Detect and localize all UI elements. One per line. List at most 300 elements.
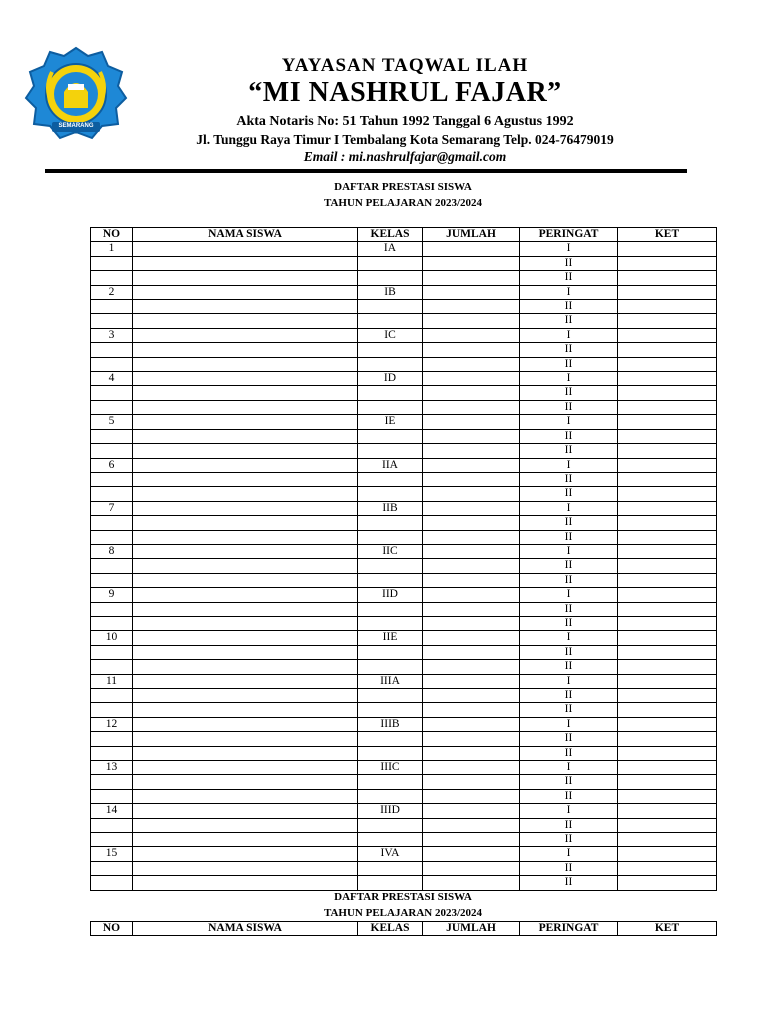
table-row [91,775,717,789]
cell-student-name [133,415,358,429]
cell-student-name [133,789,358,803]
cell-rank: II [520,429,618,443]
cell-total [423,343,520,357]
cell-note [618,717,717,731]
cell-student-name [133,703,358,717]
cell-rank: I [520,717,618,731]
cell-total [423,256,520,270]
cell-class: IB [358,285,423,299]
cell-student-name [133,444,358,458]
table-row [91,544,717,558]
foundation-name: YAYASAN TAQWAL ILAH [281,55,529,76]
cell-note [618,631,717,645]
cell-student-name [133,876,358,890]
cell-note [618,789,717,803]
table-row [91,559,717,573]
cell-class: IIB [358,501,423,515]
table-row [91,487,717,501]
cell-no [91,645,133,659]
cell-note [618,357,717,371]
cell-note [618,472,717,486]
cell-no [91,703,133,717]
cell-note [618,847,717,861]
cell-note [618,876,717,890]
cell-class [358,429,423,443]
cell-rank: II [520,746,618,760]
cell-class: IA [358,242,423,256]
cell-student-name [133,645,358,659]
table-row [91,314,717,328]
section-title: DAFTAR PRESTASI SISWA [334,181,472,193]
cell-total [423,861,520,875]
cell-student-name [133,861,358,875]
cell-total [423,559,520,573]
cell-student-name [133,285,358,299]
cell-class [358,444,423,458]
cell-note [618,602,717,616]
cell-note [618,444,717,458]
cell-no [91,789,133,803]
cell-no: 8 [91,544,133,558]
cell-no [91,861,133,875]
cell-rank: II [520,818,618,832]
cell-total [423,314,520,328]
cell-no [91,400,133,414]
cell-class [358,689,423,703]
cell-class [358,256,423,270]
cell-no [91,487,133,501]
cell-student-name [133,588,358,602]
cell-note [618,343,717,357]
cell-total [423,242,520,256]
cell-note [618,242,717,256]
cell-student-name [133,674,358,688]
col-header-total: JUMLAH [423,228,520,242]
cell-total [423,804,520,818]
cell-no [91,343,133,357]
table-row [91,458,717,472]
cell-class [358,530,423,544]
cell-note [618,746,717,760]
cell-total [423,602,520,616]
cell-rank: I [520,242,618,256]
cell-total [423,530,520,544]
table-row [91,861,717,875]
cell-student-name [133,660,358,674]
cell-student-name [133,343,358,357]
cell-rank: II [520,314,618,328]
cell-student-name [133,242,358,256]
cell-total [423,516,520,530]
cell-class: IIC [358,544,423,558]
cell-note [618,761,717,775]
cell-class [358,516,423,530]
cell-class [358,876,423,890]
cell-no: 14 [91,804,133,818]
table-row [91,343,717,357]
cell-note [618,487,717,501]
cell-rank: II [520,271,618,285]
col-header-total: JUMLAH [423,922,520,936]
cell-class [358,732,423,746]
cell-student-name [133,818,358,832]
cell-no [91,876,133,890]
table-row [91,516,717,530]
cell-no [91,516,133,530]
cell-note [618,674,717,688]
cell-note [618,660,717,674]
cell-note [618,818,717,832]
cell-rank: II [520,645,618,659]
cell-class: IIA [358,458,423,472]
cell-total [423,689,520,703]
section-subtitle: TAHUN PELAJARAN 2023/2024 [323,197,483,209]
cell-no [91,271,133,285]
cell-rank: II [520,256,618,270]
achievement-table-continued [90,921,717,936]
cell-class: IVA [358,847,423,861]
cell-rank: I [520,761,618,775]
cell-rank: I [520,544,618,558]
table-row [91,746,717,760]
cell-rank: II [520,472,618,486]
cell-note [618,775,717,789]
cell-rank: II [520,789,618,803]
cell-student-name [133,847,358,861]
cell-rank: II [520,775,618,789]
cell-student-name [133,631,358,645]
cell-student-name [133,616,358,630]
table-row [91,833,717,847]
cell-class [358,602,423,616]
cell-class [358,472,423,486]
cell-rank: II [520,516,618,530]
cell-class: IE [358,415,423,429]
cell-total [423,703,520,717]
cell-rank: I [520,631,618,645]
cell-rank: II [520,400,618,414]
col-header-name: NAMA SISWA [133,922,358,936]
cell-total [423,833,520,847]
cell-rank: II [520,444,618,458]
cell-no: 7 [91,501,133,515]
cell-student-name [133,458,358,472]
cell-no [91,256,133,270]
cell-no: 11 [91,674,133,688]
table-row [91,789,717,803]
cell-no [91,444,133,458]
cell-rank: II [520,559,618,573]
table-row [91,357,717,371]
cell-total [423,645,520,659]
cell-class [358,833,423,847]
cell-note [618,271,717,285]
cell-student-name [133,300,358,314]
cell-class [358,343,423,357]
cell-class [358,271,423,285]
cell-class: IC [358,328,423,342]
table-row [91,415,717,429]
table-row [91,444,717,458]
cell-no [91,775,133,789]
cell-total [423,372,520,386]
cell-total [423,660,520,674]
cell-rank: I [520,847,618,861]
cell-no [91,530,133,544]
table-row [91,300,717,314]
table-row [91,530,717,544]
cell-class [358,660,423,674]
cell-student-name [133,602,358,616]
cell-note [618,429,717,443]
cell-note [618,573,717,587]
cell-note [618,415,717,429]
cell-class [358,861,423,875]
cell-total [423,588,520,602]
cell-student-name [133,717,358,731]
cell-note [618,400,717,414]
col-header-rank: PERINGAT [520,922,618,936]
cell-total [423,775,520,789]
cell-class [358,573,423,587]
cell-student-name [133,400,358,414]
col-header-note: KET [618,228,717,242]
cell-no [91,602,133,616]
cell-student-name [133,472,358,486]
school-address: Jl. Tunggu Raya Timur I Tembalang Kota Semarang Telp. 024-76479019 [196,132,614,147]
table-row [91,588,717,602]
table-row [91,689,717,703]
table-row [91,660,717,674]
cell-rank: II [520,703,618,717]
cell-note [618,328,717,342]
cell-student-name [133,271,358,285]
cell-class [358,314,423,328]
col-header-no: NO [91,228,133,242]
cell-rank: I [520,328,618,342]
cell-no: 13 [91,761,133,775]
cell-no: 3 [91,328,133,342]
cell-class [358,559,423,573]
table-row [91,818,717,832]
cell-no: 2 [91,285,133,299]
cell-total [423,386,520,400]
logo-caption: SEMARANG [58,123,94,129]
cell-note [618,861,717,875]
cell-total [423,847,520,861]
cell-student-name [133,314,358,328]
cell-rank: II [520,833,618,847]
cell-class: IIIC [358,761,423,775]
cell-student-name [133,573,358,587]
table-row [91,472,717,486]
cell-total [423,631,520,645]
cell-rank: I [520,458,618,472]
cell-rank: I [520,674,618,688]
cell-class [358,616,423,630]
cell-no [91,559,133,573]
cell-class [358,789,423,803]
cell-student-name [133,746,358,760]
cell-rank: I [520,285,618,299]
cell-no: 4 [91,372,133,386]
cell-rank: II [520,602,618,616]
cell-student-name [133,357,358,371]
cell-student-name [133,328,358,342]
cell-student-name [133,544,358,558]
school-name: “MI NASHRUL FAJAR” [248,77,562,108]
cell-total [423,717,520,731]
table-row [91,876,717,890]
cell-total [423,328,520,342]
cell-class: IIIA [358,674,423,688]
cell-note [618,689,717,703]
table-row [91,285,717,299]
cell-note [618,804,717,818]
cell-class: IIID [358,804,423,818]
col-header-rank: PERINGAT [520,228,618,242]
cell-student-name [133,386,358,400]
cell-note [618,372,717,386]
table-row [91,631,717,645]
cell-total [423,818,520,832]
cell-no [91,616,133,630]
cell-student-name [133,372,358,386]
cell-no [91,573,133,587]
col-header-class: KELAS [358,922,423,936]
cell-rank: II [520,876,618,890]
table-row [91,717,717,731]
cell-rank: I [520,804,618,818]
cell-total [423,472,520,486]
table-row [91,256,717,270]
cell-class [358,746,423,760]
cell-total [423,285,520,299]
cell-rank: II [520,530,618,544]
cell-no [91,314,133,328]
cell-total [423,789,520,803]
cell-rank: II [520,689,618,703]
cell-note [618,732,717,746]
cell-student-name [133,761,358,775]
cell-total [423,357,520,371]
cell-student-name [133,833,358,847]
cell-class [358,400,423,414]
table-row [91,602,717,616]
cell-total [423,429,520,443]
cell-class: IID [358,588,423,602]
cell-total [423,616,520,630]
table-row [91,429,717,443]
cell-rank: I [520,588,618,602]
table-row [91,328,717,342]
cell-class [358,357,423,371]
school-logo [22,44,130,144]
cell-class [358,300,423,314]
achievement-table [90,227,717,891]
table-row [91,573,717,587]
table-row [91,804,717,818]
cell-rank: I [520,415,618,429]
cell-no: 9 [91,588,133,602]
cell-no [91,732,133,746]
cell-rank: II [520,732,618,746]
cell-total [423,400,520,414]
cell-class: ID [358,372,423,386]
cell-student-name [133,516,358,530]
cell-student-name [133,775,358,789]
cell-total [423,300,520,314]
cell-note [618,588,717,602]
cell-class [358,703,423,717]
cell-rank: II [520,660,618,674]
cell-total [423,876,520,890]
cell-note [618,314,717,328]
cell-note [618,386,717,400]
table-row [91,674,717,688]
cell-note [618,501,717,515]
cell-no: 15 [91,847,133,861]
cell-total [423,732,520,746]
cell-student-name [133,487,358,501]
cell-student-name [133,732,358,746]
cell-rank: I [520,372,618,386]
cell-note [618,616,717,630]
cell-rank: II [520,386,618,400]
table-row [91,501,717,515]
table-row [91,386,717,400]
table-header-row [91,922,717,936]
cell-note [618,833,717,847]
cell-total [423,487,520,501]
cell-rank: II [520,616,618,630]
cell-no [91,357,133,371]
table-row [91,732,717,746]
cell-student-name [133,689,358,703]
footer-section-subtitle: TAHUN PELAJARAN 2023/2024 [323,907,483,919]
cell-no [91,746,133,760]
cell-total [423,544,520,558]
table-row [91,847,717,861]
cell-rank: II [520,343,618,357]
cell-no [91,429,133,443]
cell-no [91,386,133,400]
cell-no [91,472,133,486]
cell-note [618,285,717,299]
col-header-no: NO [91,922,133,936]
cell-note [618,530,717,544]
table-row [91,761,717,775]
table-row [91,242,717,256]
cell-student-name [133,501,358,515]
col-header-class: KELAS [358,228,423,242]
cell-no [91,660,133,674]
cell-rank: II [520,357,618,371]
cell-no [91,833,133,847]
cell-rank: II [520,861,618,875]
cell-no [91,818,133,832]
cell-total [423,761,520,775]
cell-note [618,559,717,573]
cell-total [423,444,520,458]
cell-no: 6 [91,458,133,472]
cell-no [91,300,133,314]
cell-rank: II [520,573,618,587]
cell-class: IIIB [358,717,423,731]
cell-class [358,775,423,789]
cell-student-name [133,559,358,573]
cell-note [618,300,717,314]
